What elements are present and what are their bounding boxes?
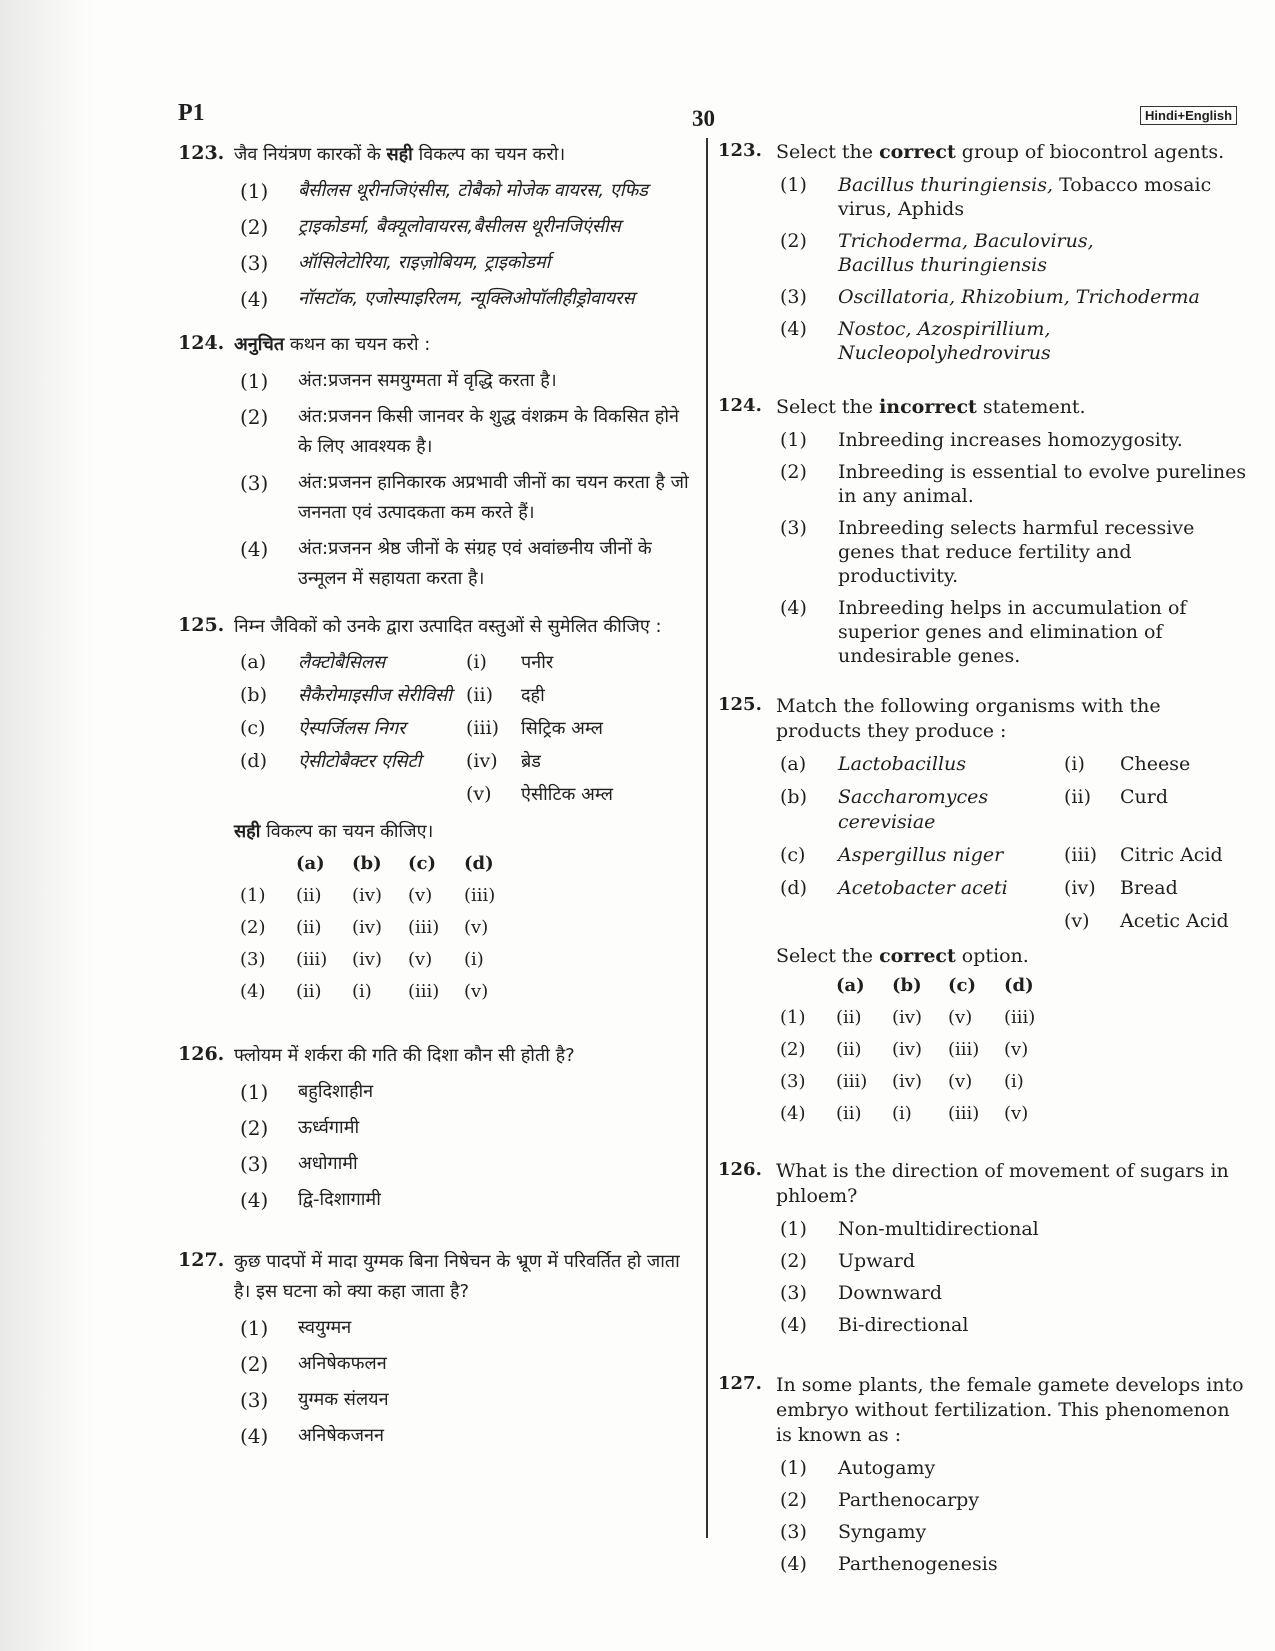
option-3: (3) युग्मक संलयन xyxy=(240,1388,389,1412)
option-4: (4) अंत:प्रजनन श्रेष्ठ जीनों के संग्रह एवं अवांछनीय जीनों के उन्मूलन में सहायता करता है। xyxy=(240,537,652,589)
option-1: (1) स्वयुग्मन xyxy=(240,1316,352,1340)
options xyxy=(780,173,1248,365)
question-text: Select the correct group of biocontrol agents. xyxy=(776,141,1225,163)
question-text: What is the direction of movement of sugars in phloem? xyxy=(776,1160,1229,1207)
question-text: फ्लोयम में शर्करा की गति की दिशा कौन सी होती है? xyxy=(234,1045,575,1066)
option-1: (1) बहुदिशाहीन xyxy=(240,1080,374,1104)
option-2: (2) Inbreeding is essential to evolve purelines in any animal. xyxy=(780,461,1247,507)
language-tag: Hindi+English xyxy=(1140,106,1237,125)
option-2: (2) Upward xyxy=(780,1250,916,1272)
question-123-en xyxy=(718,140,1248,365)
match-table: (a) लैक्टोबैसिलस (i) पनीर (b) सैकैरोमाइसीज सेरीविसी (ii) दही (c) ऐस्पर्जिलस निगर (iii) सिट्रिक अम्ल (d) ऐसीटोबैक्टर एसिटी (iv) ब्रेड (v) ऐसीटिक अम्ल xyxy=(240,651,613,805)
option-1: (1) अंत:प्रजनन समयुग्मता में वृद्धि करता है। xyxy=(240,369,557,393)
option-2: (2) ऊर्ध्वगामी xyxy=(240,1116,360,1140)
question-125-en xyxy=(718,694,1248,1129)
scan-margin-shade xyxy=(0,0,95,1651)
question-text: In some plants, the female gamete develops into embryo without fertilization. This phenomenon is known as : xyxy=(776,1374,1244,1446)
question-127-en xyxy=(718,1373,1248,1576)
question-124-en xyxy=(718,395,1248,668)
question-number: 124. xyxy=(718,395,762,416)
question-text: Match the following organisms with the products they produce : xyxy=(776,695,1161,742)
option-4: (4) द्वि-दिशागामी xyxy=(240,1188,381,1212)
question-number: 123. xyxy=(178,142,225,164)
option-1: (1) बैसीलस थूरीनजिएंसीस, टोबैको मोजेक वायरस, एफिड xyxy=(240,179,648,203)
option-4: (4) Bi-directional xyxy=(780,1314,969,1336)
question-124-hi xyxy=(178,330,698,594)
option-1: (1) Non-multidirectional xyxy=(780,1218,1039,1240)
question-text: Select the incorrect statement. xyxy=(776,396,1086,418)
question-number: 127. xyxy=(718,1373,762,1394)
options xyxy=(780,1456,1248,1576)
question-number: 125. xyxy=(178,614,225,636)
question-126-en xyxy=(718,1159,1248,1337)
options xyxy=(780,428,1248,668)
question-number: 123. xyxy=(718,140,762,161)
question-text: अनुचित कथन का चयन करो : xyxy=(234,334,431,355)
question-number: 124. xyxy=(178,332,225,354)
match-table: (a) Lactobacillus (i) Cheese (b) Saccharomyces cerevisiae (ii) Curd (c) Aspergillus niger (iii) Citric Acid (d) Acetobacter aceti (iv) Bread (v) Acetic Acid xyxy=(780,753,1229,932)
question-text: निम्न जैविकों को उनके द्वारा उत्पादित वस्तुओं से सुमेलित कीजिए : xyxy=(234,616,662,637)
question-number: 127. xyxy=(178,1249,225,1271)
option-1: (1) Autogamy xyxy=(780,1457,936,1479)
question-number: 125. xyxy=(718,694,762,715)
select-instruction: सही विकल्प का चयन कीजिए। xyxy=(234,821,434,842)
question-126-hi xyxy=(178,1041,698,1215)
option-1: (1) Bacillus thuringiensis, Tobacco mosaic virus, Aphids xyxy=(780,174,1212,220)
option-3: (3) Downward xyxy=(780,1282,943,1304)
answer-grid: (a) (b) (c) (d) (1) (ii) (iv) (v) (iii) (2) (ii) (iv) (iii) (v) (3) (iii) (iv) (v) (i) (4) (ii) (i) (iii) (v) xyxy=(780,974,1036,1124)
option-2: (2) ट्राइकोडर्मा, बैक्यूलोवायरस,बैसीलस थूरीनजिएंसीस xyxy=(240,215,621,239)
option-4: (4) अनिषेकजनन xyxy=(240,1424,384,1448)
option-3: (3) अधोगामी xyxy=(240,1152,358,1176)
options xyxy=(240,1313,698,1451)
page-header xyxy=(0,88,1275,138)
answer-grid: (a) (b) (c) (d) (1) (ii) (iv) (v) (iii) (2) (ii) (iv) (iii) (v) (3) (iii) (iv) (v) (i) (4) (ii) (i) (iii) (v) xyxy=(240,852,496,1002)
question-127-hi xyxy=(178,1247,698,1451)
question-text: जैव नियंत्रण कारकों के सही विकल्प का चयन करो। xyxy=(234,144,566,165)
option-2: (2) Parthenocarpy xyxy=(780,1489,980,1511)
option-4: (4) Nostoc, Azospirillium, Nucleopolyhedrovirus xyxy=(780,318,1051,364)
option-4: (4) Parthenogenesis xyxy=(780,1553,998,1575)
question-number: 126. xyxy=(718,1159,762,1180)
set-code: P1 xyxy=(178,100,205,126)
option-1: (1) Inbreeding increases homozygosity. xyxy=(780,429,1183,451)
question-123-hi xyxy=(178,140,698,314)
question-number: 126. xyxy=(178,1043,225,1065)
select-instruction: Select the correct option. xyxy=(776,945,1029,967)
option-2: (2) अंत:प्रजनन किसी जानवर के शुद्ध वंशक्रम के विकसित होने के लिए आवश्यक है। xyxy=(240,405,680,457)
option-2: (2) अनिषेकफलन xyxy=(240,1352,387,1376)
hindi-column xyxy=(178,140,698,1451)
option-3: (3) Syngamy xyxy=(780,1521,927,1543)
options xyxy=(240,1077,698,1215)
english-column xyxy=(718,140,1248,1576)
options xyxy=(240,176,698,314)
options xyxy=(780,1217,1248,1337)
option-3: (3) अंत:प्रजनन हानिकारक अप्रभावी जीनों का चयन करता है जो जननता एवं उत्पादकता कम करते हैं। xyxy=(240,471,689,523)
question-125-hi xyxy=(178,612,698,1007)
option-3: (3) Inbreeding selects harmful recessive genes that reduce fertility and productivity. xyxy=(780,517,1195,587)
option-3: (3) ऑसिलेटोरिया, राइज़ोबियम, ट्राइकोडर्मा xyxy=(240,251,551,275)
option-4: (4) नॉसटॉक, एजोस्पाइरिलम, न्यूक्लिओपॉलीहीड्रोवायरस xyxy=(240,287,635,311)
option-4: (4) Inbreeding helps in accumulation of superior genes and elimination of undesirable genes. xyxy=(780,597,1187,667)
options xyxy=(240,366,698,594)
option-2: (2) Trichoderma, Baculovirus, Bacillus thuringiensis xyxy=(780,230,1094,276)
column-divider xyxy=(706,138,708,1538)
page-number: 30 xyxy=(692,106,715,131)
option-3: (3) Oscillatoria, Rhizobium, Trichoderma xyxy=(780,286,1200,308)
question-text: कुछ पादपों में मादा युग्मक बिना निषेचन के भ्रूण में परिवर्तित हो जाता है। इस घटना को क्या कहा जाता है? xyxy=(234,1251,680,1302)
